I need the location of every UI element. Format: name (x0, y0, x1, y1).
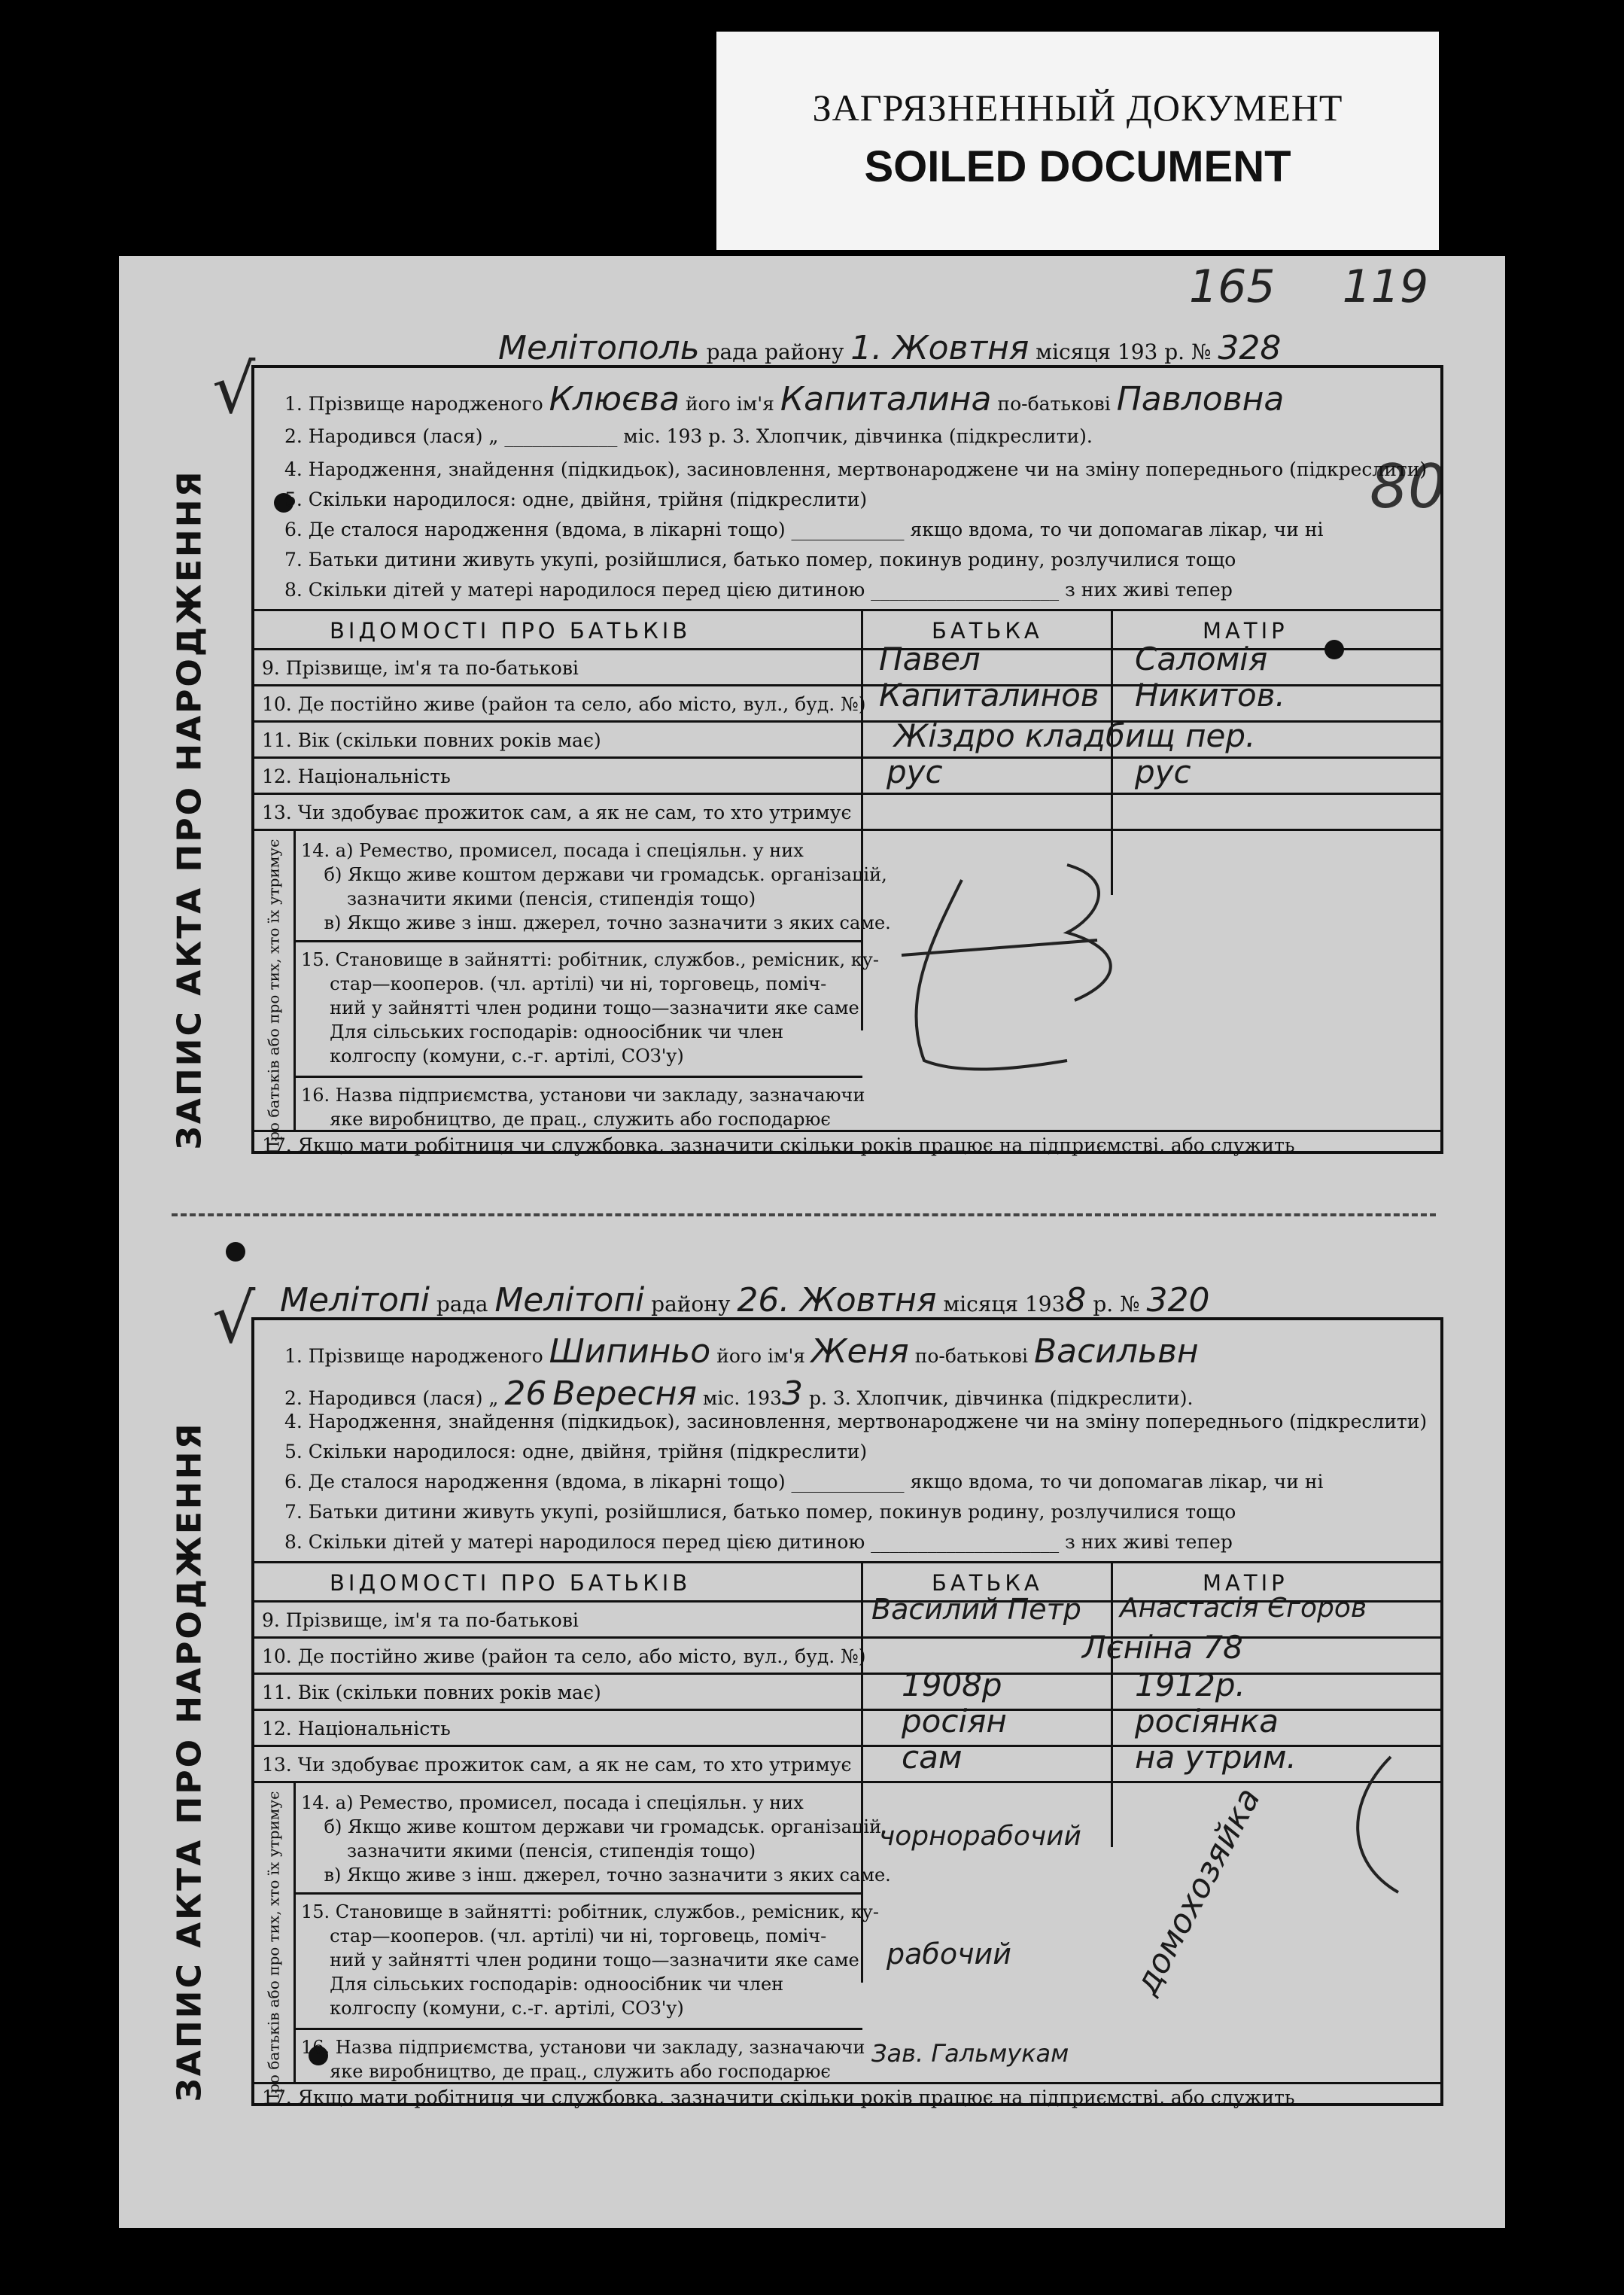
birth-day: 26 (504, 1374, 547, 1413)
father-name: Павел (879, 641, 981, 677)
row-7: 7. Батьки дитини живуть укупі, розійшлися, батько помер, покинув родину, розлучилися тощо (284, 549, 1236, 571)
form-title: ЗАПИС АКТА ПРО НАРОДЖЕННЯ (170, 1421, 209, 2102)
row-12: 12. Національність (262, 1718, 451, 1740)
row-15: 15. Становище в зайнятті: робітник, службов., ремісник, ку- стар—кооперов. (чл. артілі) чи ні, торговець, поміч- ний у зайнятті член родини тощо—зазначити яке саме Для сільських господарів: одноосібник чи член колгоспу (комуни, с.-г. артілі, СОЗ'у) (301, 1901, 879, 2019)
father-name: Василий Петр (871, 1593, 1081, 1626)
check-mark: √ (212, 350, 256, 429)
mother-surname: Никитов. (1135, 677, 1285, 714)
row-13: 13. Чи здобуває прожиток сам, а як не сам, то хто утримує (262, 802, 852, 823)
form-header (498, 329, 1281, 367)
row-4: 4. Народження, знайдення (підкидьок), засиновлення, мертвонароджене чи на зміну попереднього (підкреслити) (284, 1411, 1428, 1432)
row-1: 1. Прізвище народженого Шипиньо його ім'я Женя по-батькові Васильвн (284, 1332, 1199, 1371)
parents-info-header: ВІДОМОСТІ ПРО БАТЬКІВ (330, 1570, 692, 1596)
mother-nationality: росіянка (1135, 1703, 1279, 1740)
row-8: 8. Скільки дітей у матері народилося перед цією дитиною ____________________ з них живі тепер (284, 579, 1233, 601)
row-6: 6. Де сталося народження (вдома, в лікарні тощо) ____________ якщо вдома, то чи допомагав лікар, чи ні (284, 1471, 1324, 1493)
birth-month: Вересня (552, 1374, 697, 1413)
year-suffix: р. (1164, 339, 1185, 364)
row-9: 9. Прізвище, ім'я та по-батькові (262, 657, 579, 679)
mother-name: Анастасія Єгоров (1120, 1593, 1367, 1624)
row-4: 4. Народження, знайдення (підкидьок), засиновлення, мертвонароджене чи на зміну попереднього (підкреслити) (284, 458, 1428, 480)
rayon-label: району (765, 339, 844, 364)
scrawl-mark (1331, 1742, 1421, 1907)
form-header (280, 1281, 1209, 1319)
row-14: 14. а) Ремество, промисел, посада і спеціяльн. у них б) Якщо живе коштом держави чи громадськ. організацій, зазначити якими (пенсія, стипендія тощо) в) Якщо живе з інш. джерел, точно зазначити з яких саме. (301, 840, 891, 933)
father-birth-year: 1908р (902, 1666, 1002, 1703)
child-patronymic: Павловна (1116, 380, 1285, 419)
mother-column-header: МАТІР (1203, 1570, 1288, 1596)
row-10: 10. Де постійно живе (район та село, або місто, вул., буд. №) (262, 693, 866, 715)
father-nationality: росіян (902, 1703, 1007, 1740)
label-ru: ЗАГРЯЗНЕННЫЙ ДОКУМЕНТ (812, 87, 1343, 129)
row-6: 6. Де сталося народження (вдома, в лікарні тощо) ____________ якщо вдома, то чи допомагав лікар, чи ні (284, 519, 1324, 540)
row-1: 1. Прізвище народженого Клюєва його ім'я Капиталина по-батькові Павловна (284, 380, 1285, 419)
archive-number-1: 165 (1189, 260, 1276, 313)
row-16: 16. Назва підприємства, установи чи закладу, зазначаючи яке виробництво, де прац., служить або господарює (301, 2037, 865, 2082)
soiled-document-label (716, 32, 1439, 250)
row-14: 14. а) Ремество, промисел, посада і спеціяльн. у них б) Якщо живе коштом держави чи громадськ. організацій, зазначити якими (пенсія, стипендія тощо) в) Якщо живе з інш. джерел, точно зазначити з яких саме. (301, 1792, 891, 1886)
label-en: SOILED DOCUMENT (864, 142, 1291, 191)
form-box (251, 1317, 1443, 2106)
row-9: 9. Прізвище, ім'я та по-батькові (262, 1609, 579, 1631)
child-surname: Клюєва (549, 380, 680, 419)
cut-line (172, 1213, 1436, 1216)
row-12: 12. Національність (262, 766, 451, 787)
row-11: 11. Вік (скільки повних років має) (262, 729, 601, 751)
row-10: 10. Де постійно живе (район та село, або місто, вул., буд. №) (262, 1645, 866, 1667)
day-value: 26. Жовтня (737, 1281, 937, 1319)
side-note: Про батьків або про тих, хто їх утримує (264, 839, 282, 1155)
punch-hole (226, 1242, 245, 1262)
row-5: 5. Скільки народилося: одне, двійня, трійня (підкреслити) (284, 489, 868, 510)
month-label: місяця 193 (943, 1292, 1066, 1316)
row-5: 5. Скільки народилося: одне, двійня, трійня (підкреслити) (284, 1441, 868, 1463)
record-number: 320 (1146, 1281, 1210, 1319)
number-label: № (1120, 1292, 1140, 1316)
mother-birth-year: 1912р. (1135, 1666, 1245, 1703)
address: Лєніна 78 (1082, 1629, 1243, 1666)
row-11: 11. Вік (скільки повних років має) (262, 1682, 601, 1703)
cancellation-scrawl (871, 850, 1188, 1106)
father-support: сам (902, 1739, 963, 1776)
row-8: 8. Скільки дітей у матері народилося перед цією дитиною ____________________ з них живі тепер (284, 1531, 1233, 1553)
check-mark: √ (212, 1280, 256, 1359)
birth-year: 3 (781, 1374, 803, 1413)
child-name: Капиталина (780, 380, 992, 419)
rada-prefix: Мелітопі (280, 1281, 430, 1319)
row-2: 2. Народився (лася) „ 26 Вересня міс. 1933 р. 3. Хлопчик, дівчинка (підкреслити). (284, 1374, 1194, 1413)
number-label: № (1191, 339, 1212, 364)
record-number: 328 (1218, 329, 1282, 367)
father-position: рабочий (887, 1937, 1011, 1971)
mother-name: Саломія (1135, 641, 1268, 677)
month-label: місяця 193 (1036, 339, 1158, 364)
rayon-value: Мелітопі (494, 1281, 645, 1319)
row-15: 15. Становище в зайнятті: робітник, службов., ремісник, ку- стар—кооперов. (чл. артілі) чи ні, торговець, поміч- ний у зайнятті член родини тощо—зазначити яке саме Для сільських господарів: одноосібник чи член колгоспу (комуни, с.-г. артілі, СОЗ'у) (301, 949, 879, 1067)
row-16: 16. Назва підприємства, установи чи закладу, зазначаючи яке виробництво, де прац., служить або господарює (301, 1085, 865, 1130)
row-13: 13. Чи здобуває прожиток сам, а як не сам, то хто утримує (262, 1754, 852, 1776)
rayon-label: району (651, 1292, 731, 1316)
address: Жіздро кладбищ пер. (894, 717, 1256, 754)
day-value: 1. Жовтня (850, 329, 1029, 367)
mother-position: домохозяйка (1127, 1781, 1269, 2001)
rada-label: рада (436, 1292, 488, 1316)
child-surname: Шипиньо (549, 1332, 711, 1371)
mother-support: на утрим. (1135, 1739, 1297, 1776)
rada-value: Мелітополь (498, 329, 700, 367)
margin-note: 80 (1370, 452, 1446, 522)
row-17: 17. Якщо мати робітниця чи службовка, зазначити скільки років працює на підприємстві, або служить (262, 2087, 1295, 2108)
father-column-header: БАТЬКА (932, 1570, 1043, 1596)
birth-record-form-2 (167, 1265, 1428, 2123)
birth-record-form-1 (167, 312, 1428, 1170)
archive-numbers (1189, 260, 1481, 313)
row-7: 7. Батьки дитини живуть укупі, розійшлися, батько помер, покинув родину, розлучилися тощо (284, 1501, 1236, 1523)
father-occupation: чорнорабочий (879, 1821, 1081, 1852)
form-title: ЗАПИС АКТА ПРО НАРОДЖЕННЯ (170, 469, 209, 1149)
child-name: Женя (811, 1332, 909, 1371)
father-surname: Капиталинов (879, 677, 1099, 714)
parents-info-header: ВІДОМОСТІ ПРО БАТЬКІВ (330, 618, 692, 644)
side-note: Про батьків або про тих, хто їх утримує (264, 1791, 282, 2107)
row-17: 17. Якщо мати робітниця чи службовка, зазначити скільки років працює на підприємстві, або служить (262, 1134, 1295, 1156)
mother-nationality: рус (1135, 753, 1191, 790)
archive-number-2: 119 (1342, 260, 1429, 313)
rada-label: рада (706, 339, 759, 364)
father-workplace: Зав. Гальмукам (871, 2039, 1069, 2068)
year-suffix: р. (1093, 1292, 1114, 1316)
child-patronymic: Васильвн (1033, 1332, 1199, 1371)
mother-column-header: МАТІР (1203, 618, 1288, 644)
father-nationality: рус (887, 753, 943, 790)
year-digit: 8 (1065, 1281, 1087, 1319)
father-column-header: БАТЬКА (932, 618, 1043, 644)
row-2: 2. Народився (лася) „ ____________ міс. 193 р. 3. Хлопчик, дівчинка (підкреслити). (284, 425, 1093, 447)
form-box (251, 365, 1443, 1154)
